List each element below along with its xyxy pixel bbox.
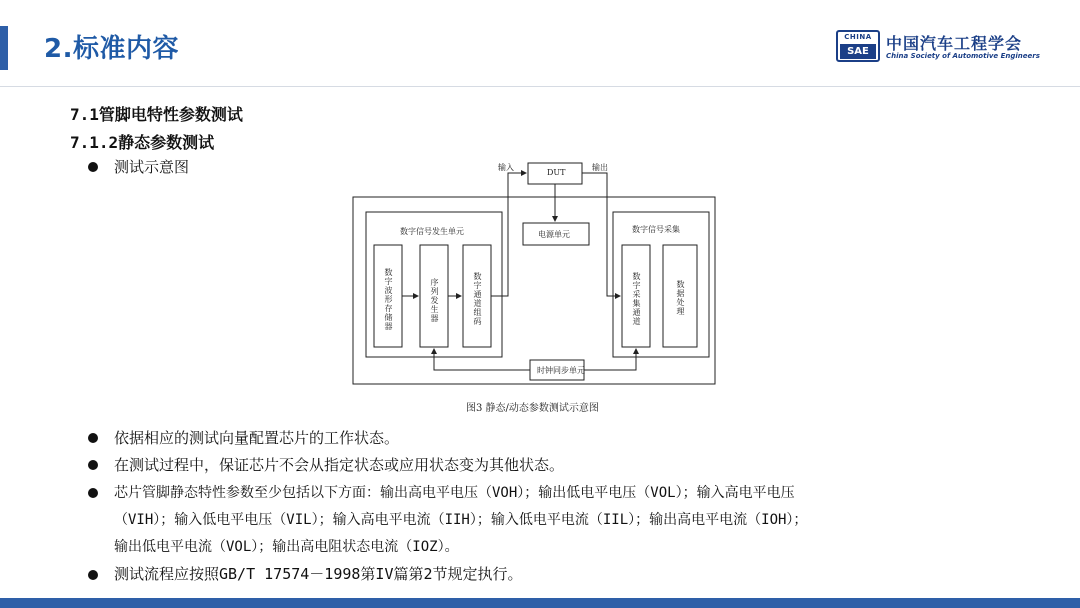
- bullet-dot-icon: [88, 488, 98, 498]
- acq-block-processing: 数据处理: [676, 280, 685, 316]
- logo-name-cn: 中国汽车工程学会: [886, 34, 1023, 53]
- logo-name-en: China Society of Automotive Engineers: [886, 52, 1040, 60]
- title-accent-bar: [0, 26, 8, 70]
- dut-label: DUT: [547, 168, 566, 177]
- bullet-dot-icon: [88, 460, 98, 470]
- gen-block-sequencer: 序列发生器: [430, 278, 439, 323]
- bullet-dot-icon: [88, 433, 98, 443]
- section-heading-7-1-2: 7.1.2静态参数测试: [70, 133, 215, 152]
- footer-band: [0, 598, 1080, 608]
- diagram-lines: [350, 160, 720, 390]
- logo-badge-top: CHINA: [844, 33, 872, 41]
- diagram-caption: 图3 静态/动态参数测试示意图: [466, 403, 599, 414]
- acq-unit-title: 数字信号采集: [632, 225, 680, 234]
- bullet-item-4: 测试流程应按照GB/T 17574－1998第IV篇第2节规定执行。: [114, 565, 523, 583]
- bullet-diagram-label: 测试示意图: [114, 158, 190, 176]
- test-diagram: [350, 160, 720, 390]
- title-divider: [0, 86, 1080, 87]
- gen-unit-title: 数字信号发生单元: [400, 227, 464, 236]
- input-label: 输入: [498, 163, 514, 172]
- gen-block-waveform-memory: 数字波形存储器: [384, 268, 393, 331]
- gen-block-channel-group: 数字通道组码: [473, 272, 482, 326]
- slide-title: 2.标准内容: [44, 34, 179, 64]
- sae-badge-icon: [836, 30, 880, 62]
- bullet-item-3: 芯片管脚静态特性参数至少包括以下方面：输出高电平电压（VOH）；输出低电平电压（VOL）；输入高电平电压: [114, 485, 795, 501]
- bullet-item-3-line-3: 输出低电平电流（VOL）；输出高电阻状态电流（IOZ）。: [114, 539, 459, 555]
- sae-logo: [836, 30, 1050, 66]
- power-unit-label: 电源单元: [538, 230, 570, 239]
- bullet-item-1: 依据相应的测试向量配置芯片的工作状态。: [114, 429, 400, 447]
- bullet-item-2: 在测试过程中，保证芯片不会从指定状态或应用状态变为其他状态。: [114, 456, 565, 474]
- acq-block-channel: 数字采集通道: [632, 272, 641, 326]
- bullet-dot-icon: [88, 570, 98, 580]
- bullet-item-3-line-2: （VIH）；输入低电平电压（VIL）；输入高电平电流（IIH）；输入低电平电流（IIL）；输出高电平电流（IOH）；: [114, 512, 808, 528]
- output-label: 输出: [592, 163, 608, 172]
- logo-badge-bottom: SAE: [840, 44, 876, 59]
- clock-unit-label: 时钟同步单元: [537, 366, 585, 375]
- bullet-dot-icon: [88, 162, 98, 172]
- section-heading-7-1: 7.1管脚电特性参数测试: [70, 105, 243, 124]
